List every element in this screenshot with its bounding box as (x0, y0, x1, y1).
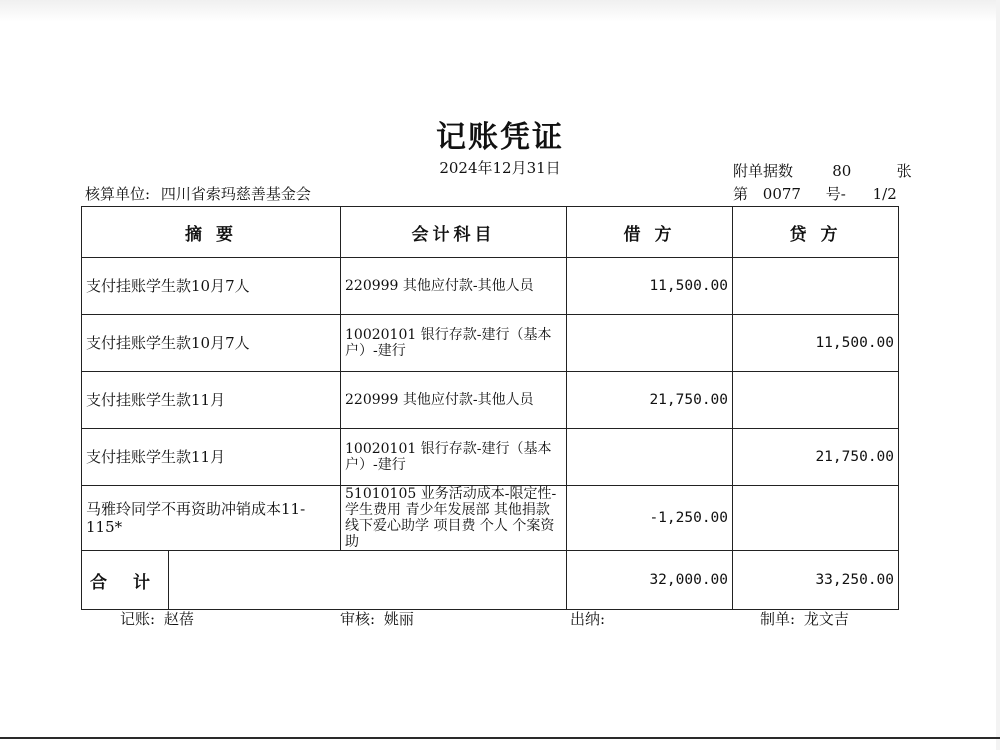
total-blank-cell (169, 551, 567, 610)
table-row (82, 372, 899, 429)
bookkeeper-label: 记账: (120, 610, 156, 628)
row-subject: 51010105 业务活动成本-限定性-学生费用 青少年发展部 其他捐款 线下爱心助学 项目费 个人 个案资助 (341, 486, 567, 551)
header-debit: 借 方 (567, 207, 733, 258)
row-credit: 21,750.00 (733, 429, 899, 486)
table-row (82, 486, 899, 551)
total-credit: 33,250.00 (733, 551, 899, 610)
voucher-title: 记账凭证 (436, 120, 564, 155)
row-summary: 支付挂账学生款10月7人 (82, 315, 341, 372)
voucher-table (81, 206, 899, 610)
bookkeeper-signature (120, 608, 194, 629)
row-debit (567, 429, 733, 486)
attachments-info (733, 160, 912, 181)
unit-name: 四川省索玛慈善基金会 (160, 185, 311, 203)
number-suffix: 号- (825, 185, 846, 203)
row-summary: 支付挂账学生款10月7人 (82, 258, 341, 315)
attachments-label: 附单据数 (733, 162, 794, 180)
table-header-row (82, 207, 899, 258)
row-credit: 11,500.00 (733, 315, 899, 372)
row-debit (567, 315, 733, 372)
row-subject: 10020101 银行存款-建行（基本户）-建行 (341, 429, 567, 486)
header-subject: 会计科目 (341, 207, 567, 258)
header-credit: 贷 方 (733, 207, 899, 258)
total-debit: 32,000.00 (567, 551, 733, 610)
row-debit: 11,500.00 (567, 258, 733, 315)
maker-signature (760, 608, 849, 629)
row-subject: 220999 其他应付款-其他人员 (341, 258, 567, 315)
row-subject: 220999 其他应付款-其他人员 (341, 372, 567, 429)
maker-label: 制单: (760, 610, 796, 628)
voucher-date: 2024年12月31日 (439, 159, 561, 177)
reviewer-label: 审核: (340, 610, 376, 628)
bookkeeper-name: 赵蓓 (163, 610, 194, 628)
attachments-unit: 张 (896, 162, 912, 180)
row-subject: 10020101 银行存款-建行（基本户）-建行 (341, 315, 567, 372)
row-summary: 支付挂账学生款11月 (82, 372, 341, 429)
row-credit (733, 258, 899, 315)
row-summary: 支付挂账学生款11月 (82, 429, 341, 486)
scan-edge-top (0, 0, 1000, 22)
voucher-number (733, 183, 897, 204)
row-credit (733, 372, 899, 429)
total-row (82, 551, 899, 610)
row-debit: -1,250.00 (567, 486, 733, 551)
maker-name: 龙文吉 (803, 610, 849, 628)
accounting-unit (85, 183, 311, 204)
total-label: 合 计 (82, 551, 169, 610)
unit-label: 核算单位: (85, 185, 151, 203)
table-row (82, 429, 899, 486)
row-summary: 马雅玲同学不再资助冲销成本11-115* (82, 486, 341, 551)
row-credit (733, 486, 899, 551)
table-row (82, 258, 899, 315)
page-indicator: 1/2 (872, 185, 897, 203)
number-prefix: 第 (733, 185, 749, 203)
number-value: 0077 (762, 185, 801, 203)
cashier-label: 出纳: (570, 610, 606, 628)
header-summary: 摘 要 (82, 207, 341, 258)
reviewer-signature (340, 608, 414, 629)
reviewer-name: 姚丽 (383, 610, 414, 628)
table-row (82, 315, 899, 372)
row-debit: 21,750.00 (567, 372, 733, 429)
attachments-count: 80 (832, 162, 852, 180)
scan-edge-bottom (0, 737, 1000, 739)
cashier-signature (570, 608, 609, 629)
